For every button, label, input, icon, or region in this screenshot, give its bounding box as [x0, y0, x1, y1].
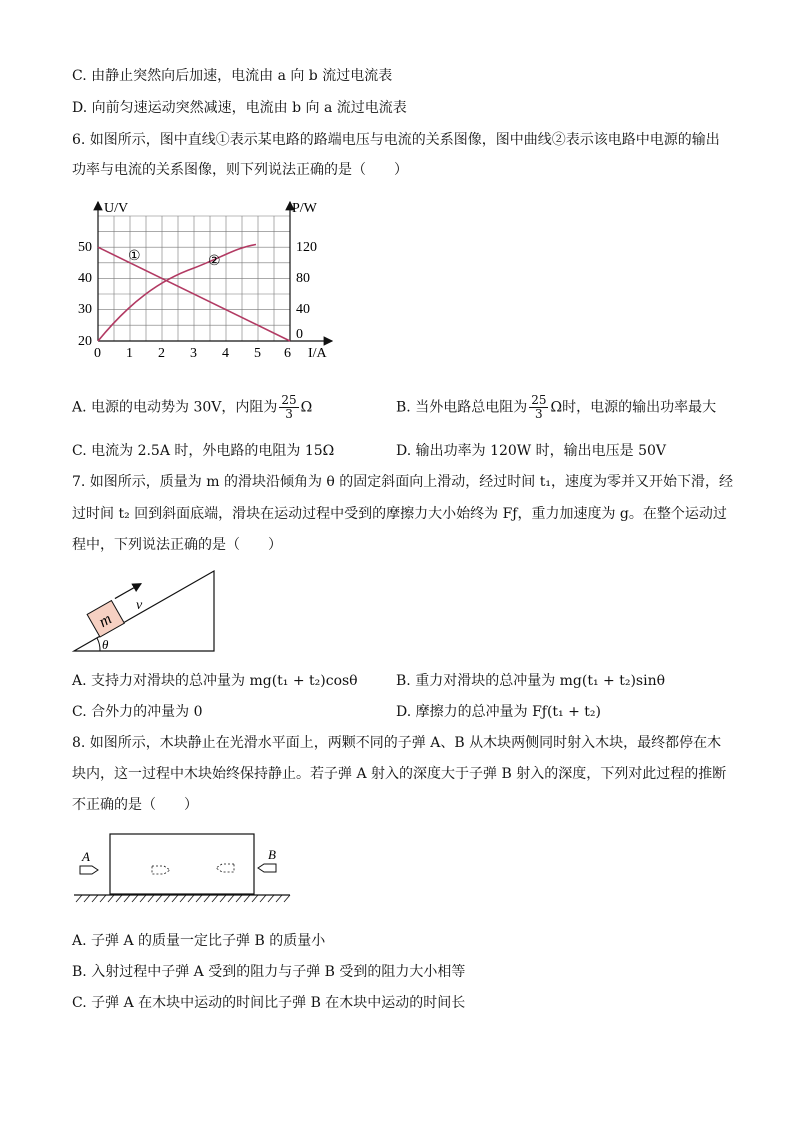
q6-option-d: D. 输出功率为 120W 时，输出电压是 50V	[396, 443, 667, 459]
x-tick: 6	[284, 346, 291, 361]
y-left-tick: 50	[78, 240, 92, 255]
q8-option-a: A. 子弹 A 的质量一定比子弹 B 的质量小	[72, 933, 326, 949]
graph-grid	[98, 216, 290, 341]
block-mass-label: m	[96, 610, 115, 631]
x-tick: 0	[94, 346, 101, 361]
fraction-numerator: 25	[531, 393, 547, 407]
bullet-b	[258, 864, 276, 872]
y-left-tick: 30	[78, 302, 92, 317]
y-left-tick: 20	[78, 334, 92, 349]
q6-option-b-suffix: Ω时，电源的输出功率最大	[550, 399, 717, 416]
fraction-denominator: 3	[285, 407, 293, 421]
y-right-tick: 0	[296, 327, 303, 342]
q7-option-d: D. 摩擦力的总冲量为 Fƒ(t₁ + t₂)	[396, 704, 602, 720]
q8-stem-line1: 8. 如图所示，木块静止在光滑水平面上，两颗不同的子弹 A、B 从木块两侧同时射入木块，最终都停在木	[72, 735, 722, 751]
x-tick: 5	[254, 346, 261, 361]
graph-y-right-label: P/W	[292, 201, 317, 216]
angle-label: θ	[102, 637, 109, 652]
graph-x-label: I/A	[308, 346, 327, 361]
graph-curve2-label: ②	[208, 254, 221, 269]
y-right-tick: 120	[296, 240, 317, 255]
ground-hatching	[76, 895, 290, 902]
q7-stem-line2: 过时间 t₂ 回到斜面底端，滑块在运动过程中受到的摩擦力大小始终为 Fƒ，重力加速度为 g。在整个运动过	[72, 506, 727, 522]
q6-option-c: C. 电流为 2.5A 时，外电路的电阻为 15Ω	[72, 443, 335, 459]
q7-option-c: C. 合外力的冲量为 0	[72, 704, 203, 720]
graph-y-left-label: U/V	[104, 201, 129, 216]
x-tick: 2	[158, 346, 165, 361]
q5-option-c: C. 由静止突然向后加速，电流由 a 向 b 流过电流表	[72, 68, 393, 84]
bullet-a-label: A	[82, 849, 90, 864]
q6-option-a	[72, 394, 312, 421]
q7-option-b: B. 重力对滑块的总冲量为 mg(t₁ + t₂)sinθ	[396, 673, 666, 689]
q8-option-b: B. 入射过程中子弹 A 受到的阻力与子弹 B 受到的阻力大小相等	[72, 964, 466, 980]
q8-block-figure	[70, 828, 295, 910]
x-tick: 4	[222, 346, 229, 361]
q8-stem-line3: 不正确的是（ ）	[72, 797, 198, 813]
q6-option-a-unit: Ω	[300, 399, 313, 416]
bullet-b-label: B	[268, 847, 276, 862]
q7-incline-figure	[70, 565, 230, 657]
fraction-numerator: 25	[281, 393, 297, 407]
y-right-tick: 40	[296, 302, 310, 317]
q5-option-d: D. 向前匀速运动突然减速，电流由 b 向 a 流过电流表	[72, 100, 407, 116]
q7-option-a: A. 支持力对滑块的总冲量为 mg(t₁ + t₂)cosθ	[72, 673, 358, 689]
bullet-a	[80, 866, 98, 874]
q6-option-b-fraction	[529, 394, 548, 421]
q8-stem-line2: 块内，这一过程中木块始终保持静止。若子弹 A 射入的深度大于子弹 B 射入的深度，下列对此过程的推断	[72, 766, 727, 782]
graph-line1-label: ①	[128, 249, 141, 264]
q6-option-b-text: B. 当外电路总电阻为	[396, 399, 528, 416]
q6-option-a-text: A. 电源的电动势为 30V，内阻为	[72, 399, 278, 416]
velocity-label: v	[136, 598, 143, 613]
y-right-tick: 80	[296, 271, 310, 286]
q6-option-a-fraction	[279, 394, 298, 421]
q7-stem-line1: 7. 如图所示，质量为 m 的滑块沿倾角为 θ 的固定斜面向上滑动，经过时间 t₁，速度为零并又开始下滑，经	[72, 474, 733, 490]
angle-arc	[97, 638, 100, 651]
fraction-denominator: 3	[535, 407, 543, 421]
q6-option-b	[396, 394, 716, 421]
x-tick: 1	[126, 346, 133, 361]
q6-stem-line1: 6. 如图所示，图中直线①表示某电路的路端电压与电流的关系图像，图中曲线②表示该电路中电源的输出	[72, 132, 720, 148]
q8-option-c: C. 子弹 A 在木块中运动的时间比子弹 B 在木块中运动的时间长	[72, 995, 466, 1011]
q6-graph	[70, 192, 340, 367]
q6-stem-line2: 功率与电流的关系图像，则下列说法正确的是（ ）	[72, 162, 408, 178]
velocity-arrow	[115, 584, 141, 599]
q7-stem-line3: 程中，下列说法正确的是（ ）	[72, 537, 282, 553]
x-tick: 3	[190, 346, 197, 361]
y-left-tick: 40	[78, 271, 92, 286]
